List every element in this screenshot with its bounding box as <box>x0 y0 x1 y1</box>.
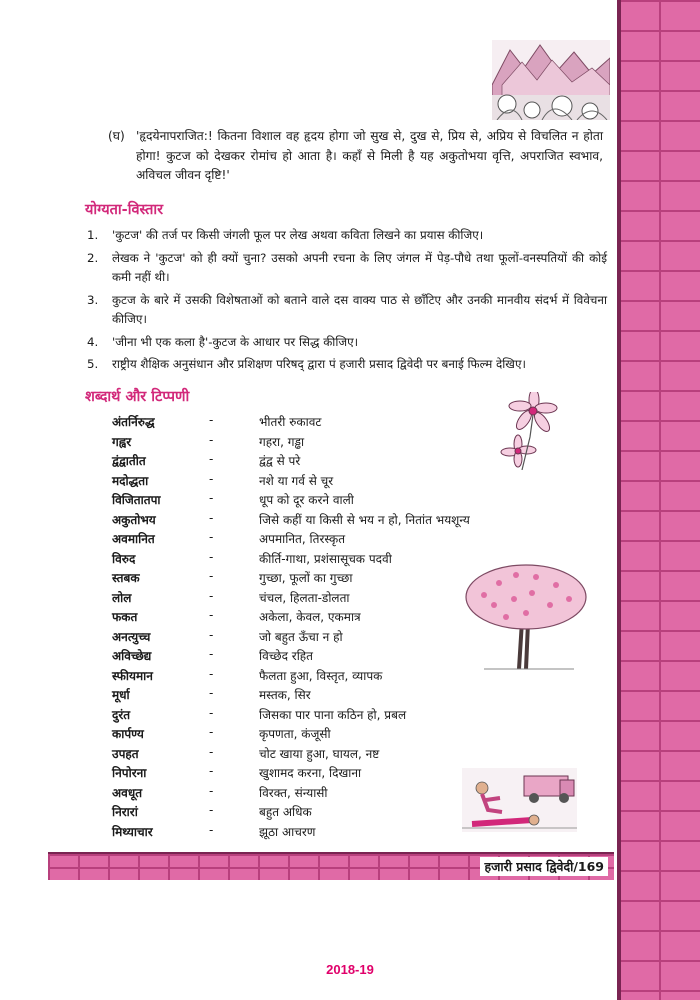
footer-page-label: हजारी प्रसाद द्विवेदी/169 <box>480 857 608 876</box>
table-row: मिथ्याचार - झूठा आचरण <box>112 822 316 839</box>
table-row: स्तबक - गुच्छा, फूलों का गुच्छा <box>112 569 353 585</box>
table-row: गह्वर - गहरा, गड्ढा <box>112 432 305 449</box>
table-row: अवधूत - विरक्त, संन्यासी <box>112 783 328 800</box>
pink-brick-border <box>617 0 700 1000</box>
table-row: द्वंद्वातीत - द्वंद्व से परे <box>112 452 301 468</box>
question-gha <box>108 127 603 186</box>
footer-bar <box>48 852 614 880</box>
list-item: 2. लेखक ने 'कुटज' को ही क्यों चुना? उसको अपनी रचना के लिए जंगल में पेड़-पौधे तथा फूलों-वनस्पतियों की कोई कमी नहीं थी। <box>87 250 607 284</box>
table-row: विजितातपा - धूप को दूर करने वाली <box>112 491 354 507</box>
table-row: अवमानित - अपमानित, तिरस्कृत <box>112 530 346 546</box>
question-text: 'हृदयेनापराजित:! कितना विशाल वह हृदय होगा जो सुख से, दुख से, प्रिय से, अप्रिय से विचलित न होता होगा! कुटज को देखकर रोमांच हो आता है। कहाँ से मिली है यह अकुतोभया वृत्ति, अपराजित स्वभाव, अविचल जीवन दृष्टि!' <box>136 129 603 182</box>
extension-heading: योग्यता-विस्तार <box>85 202 164 218</box>
glossary-heading: शब्दार्थ और टिप्पणी <box>85 389 190 405</box>
question-label: (घ) <box>108 129 125 143</box>
list-item: 5. राष्ट्रीय शैक्षिक अनुसंधान और प्रशिक्षण परिषद् द्वारा पं हजारी प्रसाद द्विवेदी पर बनाई फिल्म देखिए। <box>87 357 526 371</box>
year-label: 2018-19 <box>326 962 374 977</box>
table-row: विरुद - कीर्ति-गाथा, प्रशंसासूचक पदवी <box>112 549 392 566</box>
glossary-list <box>112 413 472 842</box>
list-item: 4. 'जीना भी एक कला है'-कुटज के आधार पर सिद्ध कीजिए। <box>87 334 359 349</box>
list-item: 1. 'कुटज' की तर्ज पर किसी जंगली फूल पर लेख अथवा कविता लिखने का प्रयास कीजिए। <box>87 228 484 242</box>
table-row: फकत - अकेला, केवल, एकमात्र <box>112 608 361 624</box>
extension-list <box>87 226 607 378</box>
table-row: कार्पण्य - कृपणता, कंजूसी <box>112 725 331 741</box>
table-row: मदोद्धता - नशे या गर्व से चूर <box>112 471 334 488</box>
table-row: दुरंत - जिसका पार पाना कठिन हो, प्रबल <box>112 705 407 722</box>
table-row: अंतर्निरुद्ध - भीतरी रुकावट <box>112 413 322 429</box>
table-row: निपोरना - खुशामद करना, दिखाना <box>112 764 362 780</box>
table-row: मूर्धा - मस्तक, सिर <box>112 686 311 702</box>
mountain-flowers-illustration <box>492 40 610 120</box>
table-row: लोल - चंचल, हिलता-डोलता <box>112 588 350 605</box>
table-row: निरारां - बहुत अधिक <box>112 803 312 819</box>
table-row: उपहत - चोट खाया हुआ, घायल, नष्ट <box>112 744 380 761</box>
flower-illustration <box>500 392 560 470</box>
table-row: अविच्छेद्य - विच्छेद रहित <box>112 647 314 663</box>
table-row: अनत्युच्च - जो बहुत ऊँचा न हो <box>112 627 343 644</box>
table-row: अकुतोभय - जिसे कहीं या किसी से भय न हो, नितांत भयशून्य <box>112 510 470 527</box>
accident-scene-illustration <box>462 768 577 832</box>
list-item: 3. कुटज के बारे में उसकी विशेषताओं को बताने वाले दस वाक्य पाठ से छाँटिए और उनकी मानवीय संदर्भ में विवेचना कीजिए। <box>87 292 607 326</box>
tree-illustration <box>464 561 588 671</box>
table-row: स्फीयमान - फैलता हुआ, विस्तृत, व्यापक <box>112 666 383 683</box>
